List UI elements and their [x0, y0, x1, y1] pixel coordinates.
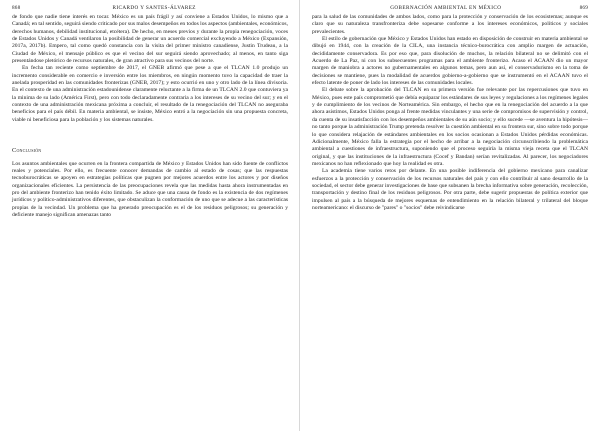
right-page-number: 869 [579, 5, 588, 11]
right-body-text [312, 14, 588, 212]
body-paragraph: El estilo de gobernación que México y Estados Unidos han estado en disposición de construir en materia ambiental se dibujó en 1944, con la creación de la CILA, una instancia técnico-burocrática con amplio margen de actuación, decididamente conservadora. Es por eso que, para disolución de muchos, la relación bilateral no se delimitó con el Acuerdo de La Paz, ni con los subsecuentes programas para el ambiente fronterizo. Acaso el ACAAN dio un mayor margen de maniobra a actores no gubernamentales en algunos temas, pero aun así, el conservadurismo en la toma de decisiones se mantiene, pues la modalidad de acuerdos gobierno-a-gobierno que se instrumentó en el ACAAN tuvo el efecto latente de poner de lado los intereses de las comunidades locales. [312, 36, 588, 87]
left-body-text [12, 14, 288, 219]
left-page-number: 868 [12, 5, 21, 11]
left-page-header [12, 5, 288, 14]
right-running-head: GOBERNACIÓN AMBIENTAL EN MÉXICO [390, 5, 502, 11]
right-page-header [312, 5, 588, 14]
body-paragraph: Los asuntos ambientales que ocurren en la frontera compartida de México y Estados Unidos han sido fuente de conflictos reales y potenciales. Por ello, es frecuente conocer demandas de cambio al estado de cosas; que las respuestas tecnoburocráticas se apoyen en estrategias políticas que pugnen por mejores acuerdos entre los actores y por diseños organizacionales eficientes. La persistencia de las preocupaciones revela que las medidas hasta ahora instrumentadas en pro del ambiente fronterizo han tenido éxito limitado. Se aduce que una causa de fondo es la existencia de dos regímenes jurídicos y político-administrativos diferentes, que obstaculizan la conformación de uno que se adecue a las características propias de la vecindad. Un problema que ha generado preocupación es el de los residuos peligrosos; su generación y deficiente manejo significan amenazas tanto [12, 160, 288, 218]
body-paragraph: El debate sobre la aprobación del TLCAN en su primera versión fue relevante por las repercusiones que tuvo en México, pues este país comprometió que debía equiparar los estándares de sus leyes y regulaciones a los regímenes legales y de cumplimiento de los vecinos de Norteamérica. Sin embargo, el hecho que en la renegociación del acuerdo a la que ahora asistimos, Estados Unidos ponga al frente medidas vinculantes y una serie de compromisos de supervisión y control, da cuenta de su insatisfacción con los desempeños ambientales de su aún socio; y ello sucede —se aventura la hipótesis— no tanto porque la administración Trump pretenda resolver la cuestión ambiental en su frontera sur, sino sobre todo porque lo que considera relajación de estándares ambientales en los socios ocasionan a Estados Unidos pérdidas económicas. Adicionalmente, México falla la estrategia por el hecho de arribar a la negociación circunscribiendo la problemática ambiental a cuestiones de infraestructura, suponiendo que el proceso seguiría la misma vieja receta que el TLCAN original, y que las instituciones de la infraestructura (Cocef y Bandan) serían revitalizadas. Al parecer, los negociadores mexicanos no han reflexionado que hoy la realidad es otra. [312, 87, 588, 167]
left-running-head: RICARDO Y SANTES-ÁLVAREZ [112, 5, 196, 11]
section-title: Conclusión [12, 147, 42, 155]
body-paragraph: En fecha tan reciente como septiembre de 2017, el GNEB afirmó que pese a que el TLCAN 1.0 produjo un incremento considerable en comercio e inversión entre los miembros, en ningún momento tuvo la capacidad de traer la anelada prosperidad en las comunidades fronterizas (GNEB, 2017); y esto ocurrió en uno y otro lado de la línea divisoria. En el contexto de una administración estadounidense claramente reluctante a la firma de un TLCAN 2.0 que contuviera ya la minima de su lado (América First), pero con todo declaradamente contraria a los intereses de su vecino del sur; y en el contexto de una administración mexicana próxima a concluir, el resultado de la renegociación del TLCAN no aseguraba beneficios para el país débil. En materia ambiental, se insiste, México entró a la negociación sin una propuesta concreta, viable ni beneficiosa para la población y los sistemas naturales. [12, 65, 288, 123]
body-paragraph: de fondo que nadie tiene interés en tocar. México es un país frágil y así conviene a Estados Unidos, lo mismo que a Canadá; en tal sentido, seguirá siendo criticado por sus malos desempeños en todos los aspectos (ambientales, económicos, derechos humanos, debilidad institucional, etcétera). De hecho, en meses previos y durante la propia renegociación, voces de Estados Unidos y Canadá ventilaron la posibilidad de generar un acuerdo comercial excluyendo a México (Expansión, 2017a, 2017b). Empero, tal como quedó constancia con la visita del primer ministro canadiense, Justin Trudeau, a la Ciudad de México, el mensaje público es que el vecino del sur seguirá siendo aprovechado; al menos, en tanto siga presentándose pletórico de recursos naturales, de gran atractivo para sus vecinos del norte. [12, 14, 288, 65]
body-paragraph: para la salud de las comunidades de ambos lados, como para la protección y conservación de los ecosistemas; aunque es claro que su naturaleza transfronteriza debe sopesarse conforme a los intereses económicos, políticos y sociales prevalecientes. [312, 14, 588, 35]
body-paragraph: La academia tiene varios retos por delante. En una posible indiferencia del gobierno mexicano para canalizar esfuerzos a la protección y conservación de los recursos naturales del país y con ello contribuir al sano desarrollo de la sociedad, el sector debe generar investigaciones de base que subsanen la brecha informativa sobre generación, recolección, transportación y destino final de los residuos peligrosos. Por otra parte, debe sugerir propuestas de política exterior que impulsen al país a la búsqueda de mejores esquemas de entendimiento en la relación bilateral y trilateral del bloque norteamericano: el discurso de "pares" o "socios" debe reivindicarse [312, 168, 588, 211]
right-page [300, 0, 600, 431]
